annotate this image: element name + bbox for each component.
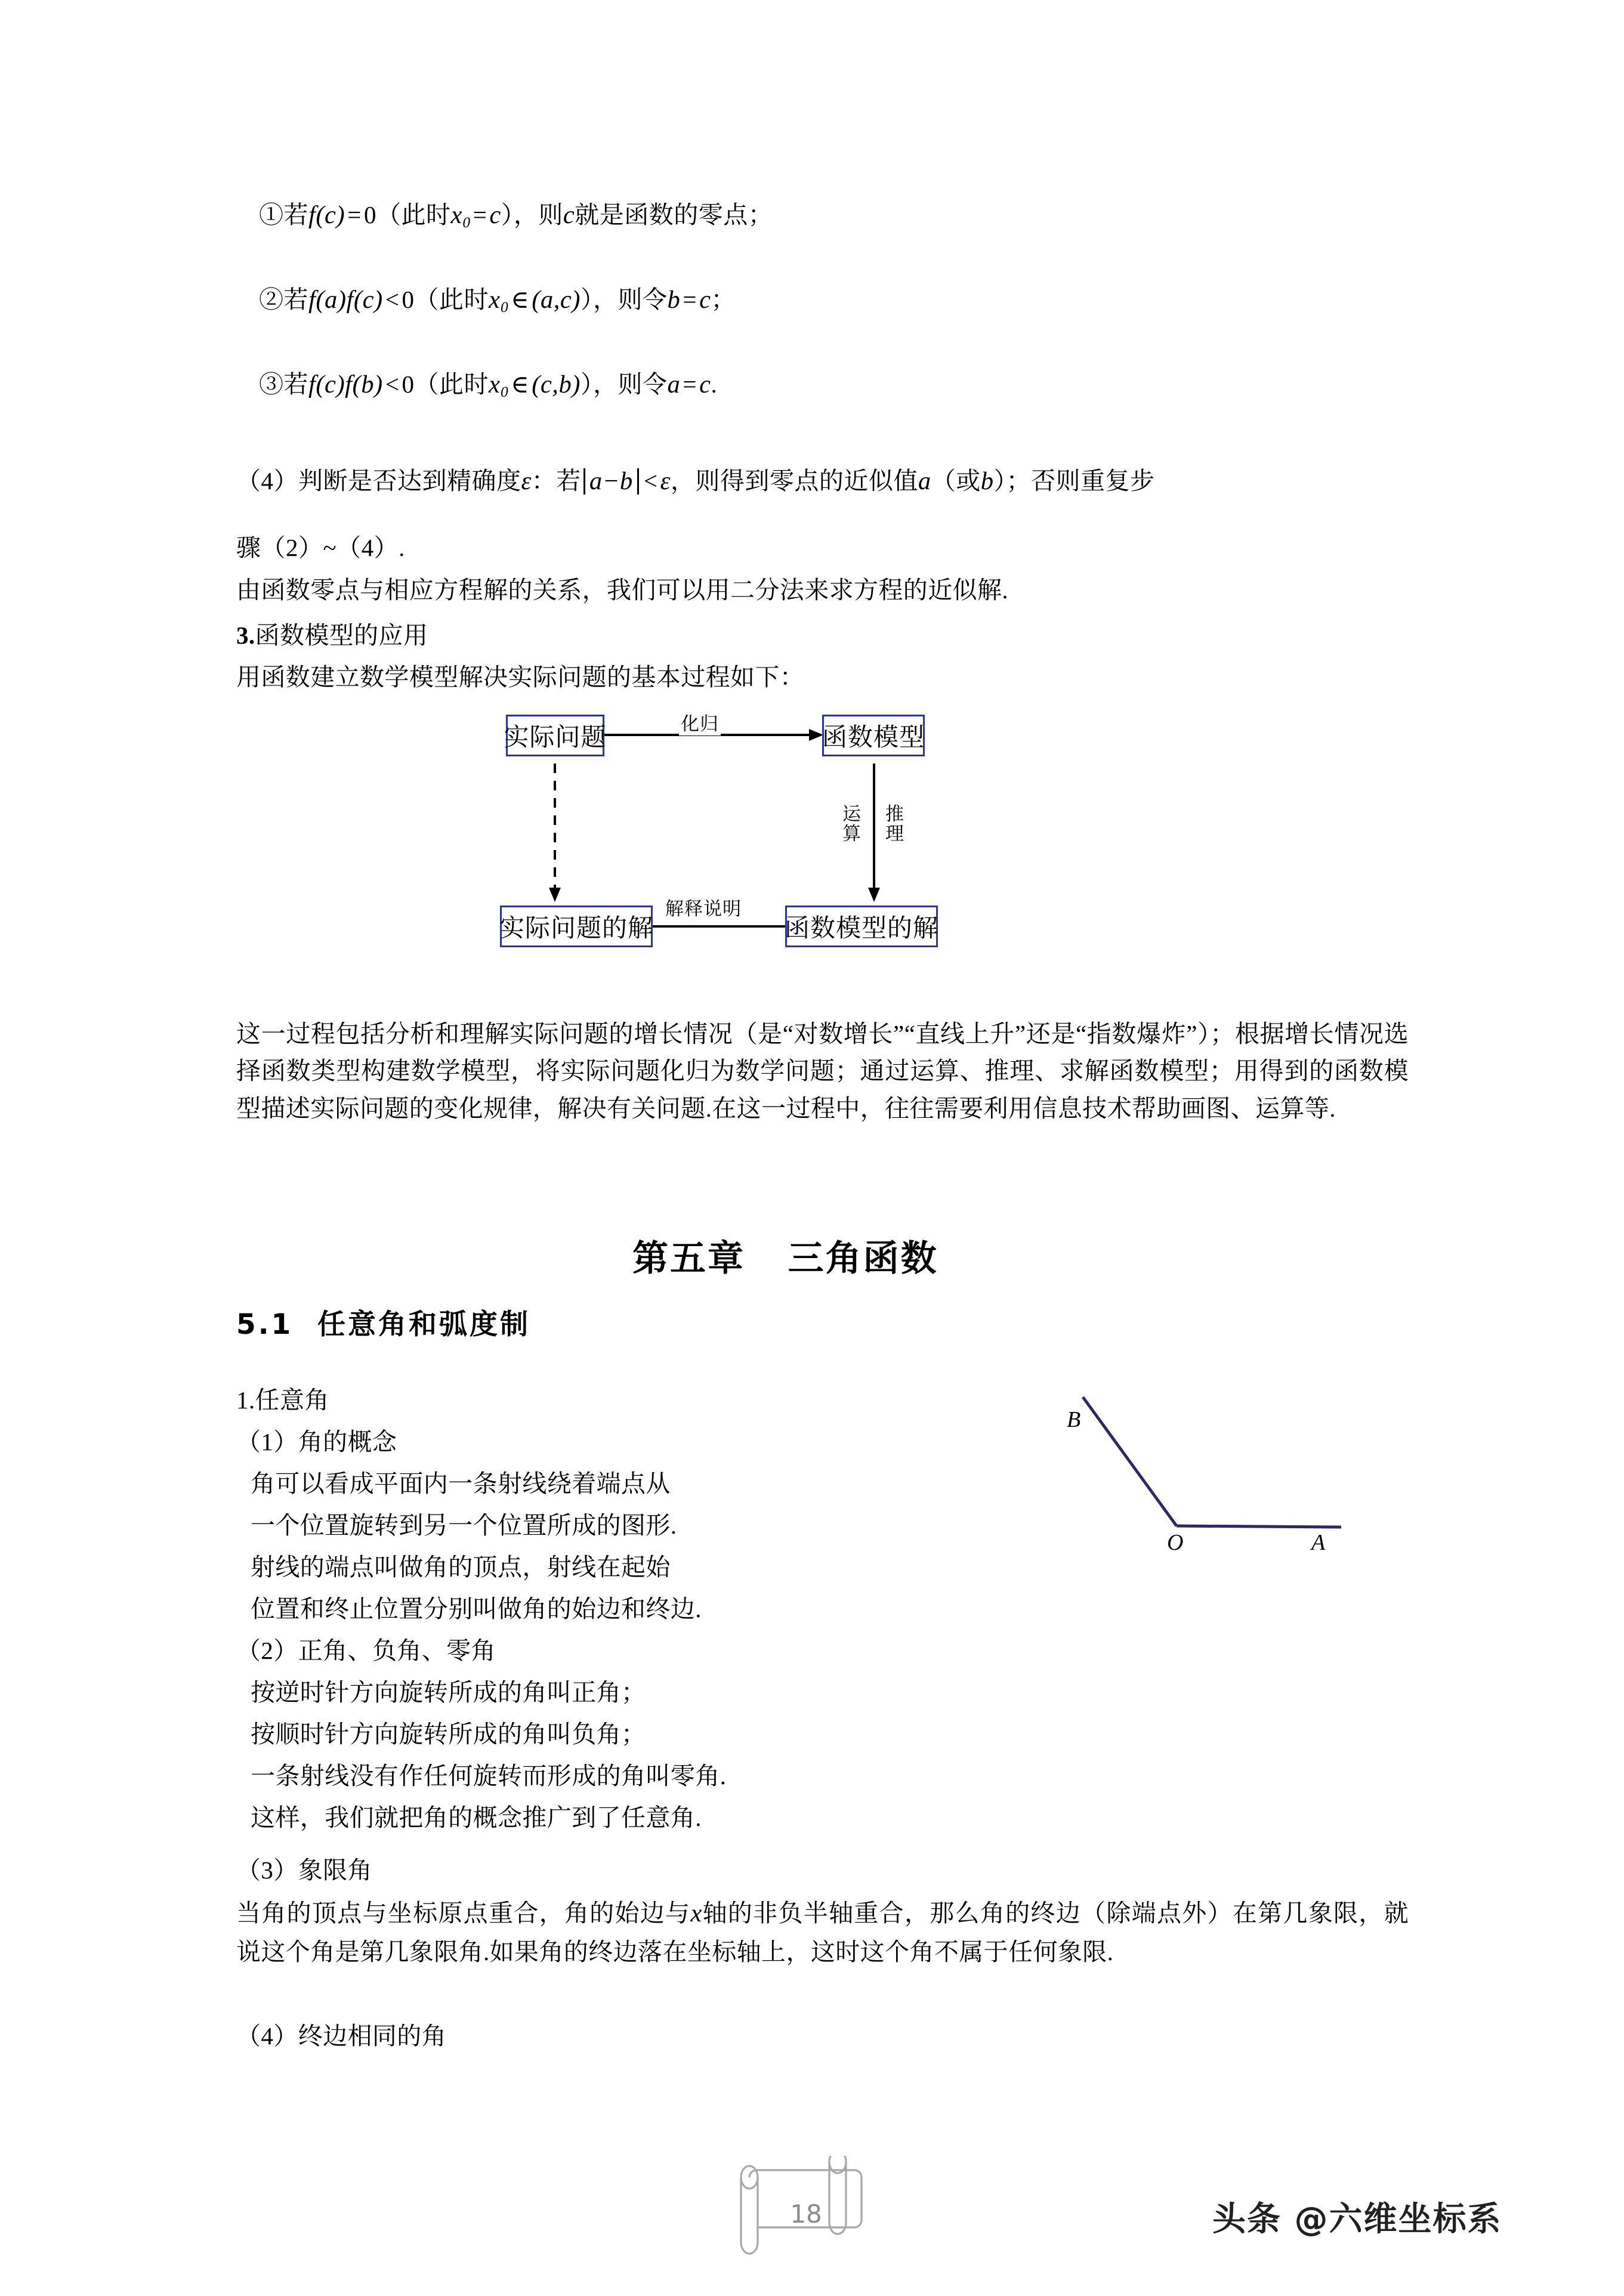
step4-tail: ；否则重复步 — [1006, 466, 1155, 495]
watermark-text: 头条 @六维坐标系 — [1212, 2200, 1502, 2239]
model-intro-paragraph: 用函数建立数学模型解决实际问题的基本过程如下： — [236, 663, 805, 691]
step4-line-1 — [236, 468, 1155, 495]
heading-text: 函数模型的应用 — [255, 622, 428, 649]
lesson-sub3-axis-var: x — [690, 1899, 702, 1927]
case-1-paren-close: ） — [501, 201, 514, 228]
lesson-sub2-line-2: 按顺时针方向旋转所成的角叫负角； — [251, 1720, 646, 1748]
case-3-relation-value: (c,b) — [532, 370, 581, 398]
heading-number: 3. — [236, 622, 255, 649]
ray-oa — [1177, 1526, 1341, 1527]
angle-label-a: A — [1311, 1530, 1326, 1555]
step4-less-than: < — [643, 466, 658, 495]
step4-colon: ：若 — [531, 466, 581, 495]
case-3-eq: < — [385, 370, 400, 398]
case-1-tail-var: c — [563, 201, 575, 229]
case-2-relation: ∈ — [511, 286, 530, 313]
heading-function-model-application — [236, 618, 1406, 653]
lesson-sub2-line-4: 这样，我们就把角的概念推广到了任意角. — [251, 1804, 702, 1831]
step4-epsilon-1: ε — [521, 466, 532, 495]
angle-label-o: O — [1167, 1530, 1184, 1555]
chapter-title-text: 三角函数 — [788, 1238, 938, 1280]
step4-lead: （4）判断是否达到精确度 — [236, 466, 521, 495]
case-2-tail-value: c — [699, 286, 711, 314]
case-3-paren-open: （此时 — [414, 370, 489, 398]
angle-rays — [1014, 1354, 1396, 1557]
case-2-eq: < — [385, 286, 400, 313]
case-1-relation: = — [473, 201, 487, 228]
case-2-value: 0 — [402, 286, 415, 313]
flowchart-box-real-problem-solution: 实际问题的解 — [500, 906, 653, 947]
case-3-expr: f(c)f(b) — [308, 370, 383, 398]
angle-label-b: B — [1067, 1407, 1081, 1432]
case-2-paren-open: （此时 — [414, 286, 489, 313]
step4-epsilon-2: ε — [660, 466, 671, 495]
lesson-sub3-body — [236, 1895, 1409, 1970]
flowchart-box-function-model-solution: 函数模型的解 — [785, 906, 938, 947]
lesson-sub1-line-1: 角可以看成平面内一条射线绕着端点从 — [251, 1470, 671, 1497]
model-summary-paragraph: 这一过程包括分析和理解实际问题的增长情况（是“对数增长”“直线上升”还是“指数爆炸”）；根据增长情况选择函数类型构建数学模型，将实际问题化归为数学问题；通过运算、推理、求解函数模型；用得到的函数模型描述实际问题的变化规律，解决有关问题.在这一过程中，往往需要利用信息技术帮助画图、运算等. — [236, 1020, 1409, 1122]
lesson-sub1-line-2: 一个位置旋转到另一个位置所成的图形. — [251, 1512, 677, 1539]
flowchart-label-explanation: 解释说明 — [663, 894, 743, 920]
case-2-tail-rest: ； — [711, 286, 736, 313]
lesson-item1-heading: 1.任意角 — [236, 1386, 329, 1414]
case-2-tail-var: b — [667, 286, 681, 314]
section-number: 5.1 — [236, 1308, 294, 1341]
step4-or-close: ） — [993, 466, 1006, 495]
function-model-flowchart — [489, 710, 1122, 960]
bisection-case-3 — [259, 372, 717, 400]
case-3-relation: ∈ — [511, 370, 530, 398]
case-1-value: 0 — [363, 201, 376, 228]
case-1-tail-rest: 就是函数的零点； — [575, 201, 773, 228]
case-2-tail-eq: = — [683, 286, 697, 313]
flowchart-label-reduction: 化归 — [679, 709, 721, 736]
ray-ob — [1083, 1397, 1177, 1526]
arrow-reduction-head — [809, 729, 823, 741]
case-3-value: 0 — [402, 370, 415, 398]
case-3-tail-rest: . — [711, 370, 718, 398]
lesson-sub3-body-post: 轴的非负半轴重合，那么角的终边（除端点外）在第几象限，就说这个角是第几象限角.如果角的终边落在坐标轴上，这时这个角不属于任何象限. — [236, 1899, 1409, 1966]
case-1-relation-value: c — [489, 201, 501, 229]
case-3-subject-index: 0 — [500, 384, 509, 401]
case-2-subject-index: 0 — [500, 299, 509, 316]
case-1-eq: = — [347, 201, 362, 228]
flowchart-label-reasoning: 推理 — [885, 804, 904, 845]
lesson-sub4-heading: （4）终边相同的角 — [236, 2022, 447, 2050]
page-number: 18 — [790, 2199, 822, 2229]
step4-line-2: 骤（2）~（4）. — [236, 534, 405, 561]
flowchart-label-operation: 运算 — [842, 804, 862, 845]
lesson-sub3-heading: （3）象限角 — [236, 1856, 372, 1884]
case-1-subject-var: x — [450, 201, 462, 229]
section-heading — [236, 1302, 530, 1342]
step4-var-a: a — [918, 466, 931, 495]
step4-absolute-value: a−b — [583, 468, 639, 495]
case-3-tail-var: a — [667, 370, 681, 398]
lesson-sub1-line-3: 射线的端点叫做角的顶点，射线在起始 — [251, 1553, 671, 1581]
case-1-tail: ，则 — [513, 201, 563, 228]
case-2-expr: f(a)f(c) — [308, 286, 383, 314]
flowchart-box-real-problem: 实际问题 — [506, 715, 604, 756]
case-2-subject-var: x — [489, 286, 501, 314]
lesson-sub2-line-3: 一条射线没有作任何旋转而形成的角叫零角. — [251, 1762, 727, 1790]
lesson-sub1-heading: （1）角的概念 — [236, 1428, 397, 1456]
step4-middle: ，则得到零点的近似值 — [670, 466, 918, 495]
step4-or-open: （或 — [931, 466, 981, 495]
case-1-marker: ①若 — [259, 201, 308, 228]
arrow-direct-dashed-head — [549, 888, 561, 902]
case-1-subject-index: 0 — [462, 214, 471, 231]
section-title-text: 任意角和弧度制 — [317, 1308, 530, 1341]
case-3-tail: ，则令 — [592, 370, 668, 398]
case-2-paren-close: ） — [580, 286, 593, 313]
case-2-marker: ②若 — [259, 286, 308, 313]
arrow-operation-head — [868, 888, 880, 902]
case-1-paren-open: （此时 — [376, 201, 451, 228]
chapter-number: 第五章 — [632, 1238, 745, 1280]
bisection-case-2 — [259, 288, 736, 316]
lesson-sub1-line-4: 位置和终止位置分别叫做角的始边和终边. — [251, 1595, 702, 1623]
bisection-case-1 — [259, 203, 773, 231]
case-2-relation-value: (a,c) — [532, 286, 581, 314]
case-3-marker: ③若 — [259, 370, 308, 398]
lesson-sub2-line-1: 按逆时针方向旋转所成的角叫正角； — [251, 1679, 646, 1706]
case-1-expr: f(c) — [308, 201, 345, 229]
case-3-subject-var: x — [489, 370, 501, 398]
chapter-heading — [632, 1230, 938, 1281]
case-3-tail-value: c — [699, 370, 711, 398]
case-3-tail-eq: = — [683, 370, 697, 398]
case-2-tail: ，则令 — [592, 286, 668, 313]
flowchart-box-function-model: 函数模型 — [822, 715, 925, 756]
angle-illustration — [1014, 1354, 1396, 1557]
lesson-sub2-heading: （2）正角、负角、零角 — [236, 1637, 496, 1664]
step4-var-b: b — [980, 466, 994, 495]
case-3-paren-close: ） — [580, 370, 593, 398]
lesson-sub3-body-pre: 当角的顶点与坐标原点重合，角的始边与 — [236, 1899, 691, 1927]
bisection-closing-paragraph: 由函数零点与相应方程解的关系，我们可以用二分法来求方程的近似解. — [236, 576, 1009, 604]
